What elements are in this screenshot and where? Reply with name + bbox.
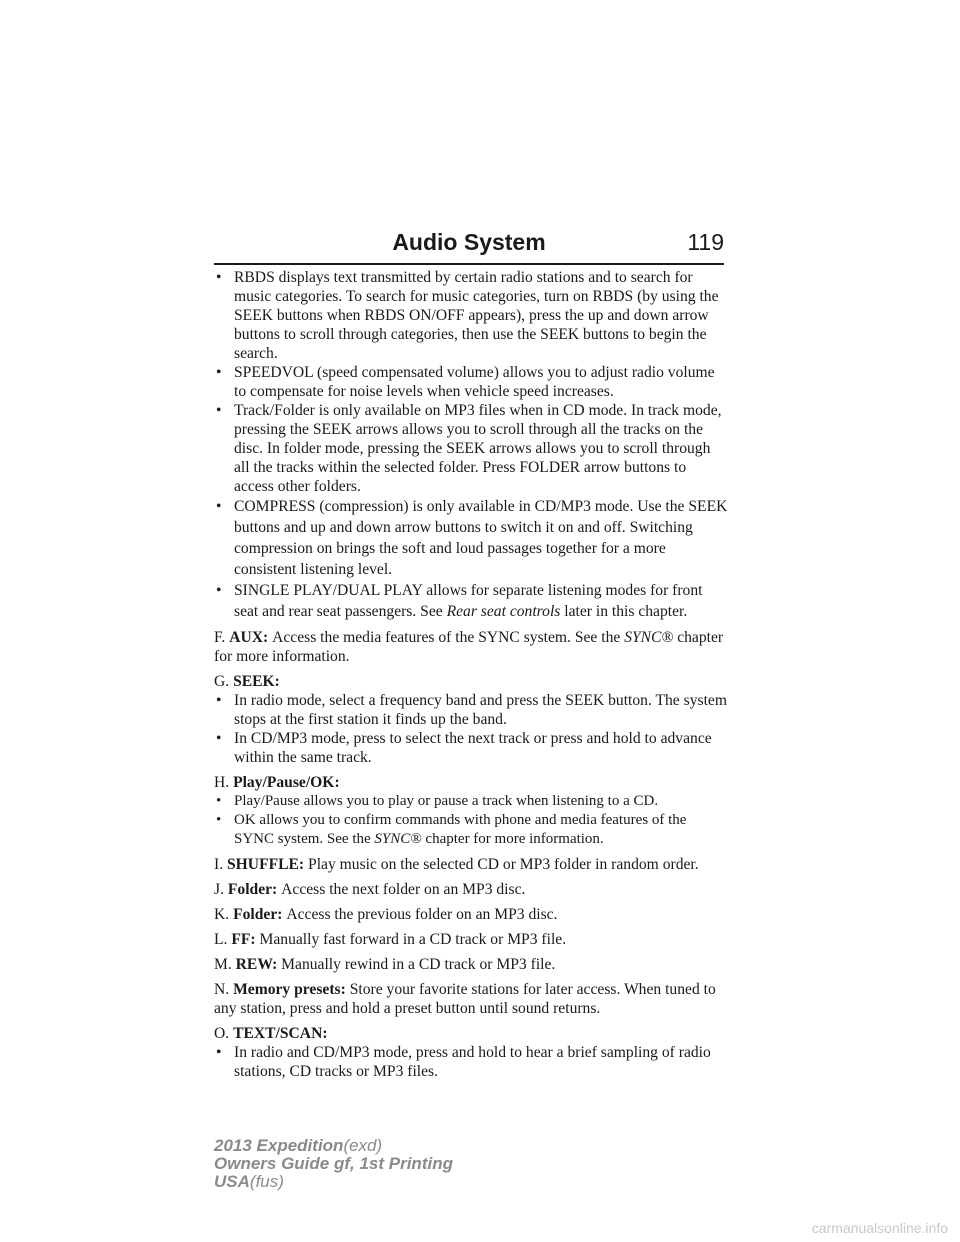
section-title: Audio System — [392, 229, 546, 255]
item-m-rew: M. REW: Manually rewind in a CD track or MP3 file. — [214, 956, 556, 973]
page-header — [214, 227, 724, 261]
item-f-aux: F. AUX: Access the media features of the SYNC system. See the SYNC® chapter for more information. — [214, 629, 724, 665]
manual-body — [214, 268, 729, 1081]
header-rule — [214, 263, 724, 265]
item-n-memory-presets: N. Memory presets: Store your favorite stations for later access. When tuned to any station, press and hold a preset button until sound returns. — [214, 981, 716, 1017]
bullet-single-dual-play: • SINGLE PLAY/DUAL PLAY allows for separate listening modes for front seat and rear seat passengers. See Rear seat controls later in this chapter. — [216, 582, 703, 620]
sync-ref: SYNC® — [624, 629, 674, 646]
bullet-ok: • OK allows you to confirm commands with phone and media features of the SYNC system. See the SYNC® chapter for more information. — [216, 812, 687, 847]
item-j-folder: J. Folder: Access the next folder on an MP3 disc. — [214, 881, 526, 898]
page-number: 119 — [687, 229, 724, 255]
bullet-speedvol: • SPEEDVOL (speed compensated volume) allows you to adjust radio volume to compensate for noise levels when vehicle speed increases. — [216, 364, 715, 400]
item-l-ff: L. FF: Manually fast forward in a CD track or MP3 file. — [214, 931, 567, 948]
item-h-play-pause: H. Play/Pause/OK: — [214, 774, 340, 791]
rear-seat-controls-ref: Rear seat controls — [446, 603, 561, 620]
watermark: carmanualsonline.info — [811, 1220, 948, 1236]
print-footer — [214, 1137, 453, 1191]
item-o-text-scan: O. TEXT/SCAN: — [214, 1025, 328, 1042]
bullet-text-scan: • In radio and CD/MP3 mode, press and hold to hear a brief sampling of radio stations, CD tracks or MP3 files. — [216, 1044, 711, 1080]
footer-line-2: Owners Guide gf, 1st Printing — [214, 1154, 453, 1173]
bullet-rbds: • RBDS displays text transmitted by certain radio stations and to search for music categories. To search for music categories, turn on RBDS (by using the SEEK buttons when RBDS ON/OFF appears), press the up and down arrow buttons to scroll through categories, then use the SEEK buttons to begin the search. — [216, 269, 719, 362]
bullet-compress: • COMPRESS (compression) is only available in CD/MP3 mode. Use the SEEK buttons and up and down arrow buttons to switch it on and off. Switching compression on brings the soft and loud passages together for a more consistent listening level. — [216, 498, 728, 578]
bullet-seek-radio: • In radio mode, select a frequency band and press the SEEK button. The system stops at the first station it finds up the band. — [216, 692, 727, 728]
bullet-play-pause: • Play/Pause allows you to play or pause a track when listening to a CD. — [216, 793, 659, 809]
item-k-folder: K. Folder: Access the previous folder on an MP3 disc. — [214, 906, 558, 923]
bullet-seek-cd: • In CD/MP3 mode, press to select the next track or press and hold to advance within the same track. — [216, 730, 712, 766]
sync-ref-2: SYNC® — [374, 831, 422, 847]
item-g-seek: G. SEEK: — [214, 673, 280, 690]
item-i-shuffle: I. SHUFFLE: Play music on the selected CD or MP3 folder in random order. — [214, 856, 699, 873]
footer-line-3: USA(fus) — [214, 1172, 284, 1191]
bullet-track-folder: • Track/Folder is only available on MP3 files when in CD mode. In track mode, pressing the SEEK arrows allows you to scroll through all the tracks on the disc. In folder mode, pressing the SEEK arrows allows you to scroll through all the tracks within the selected folder. Press FOLDER arrow buttons to access other folders. — [216, 402, 722, 495]
footer-line-1: 2013 Expedition(exd) — [214, 1136, 383, 1155]
